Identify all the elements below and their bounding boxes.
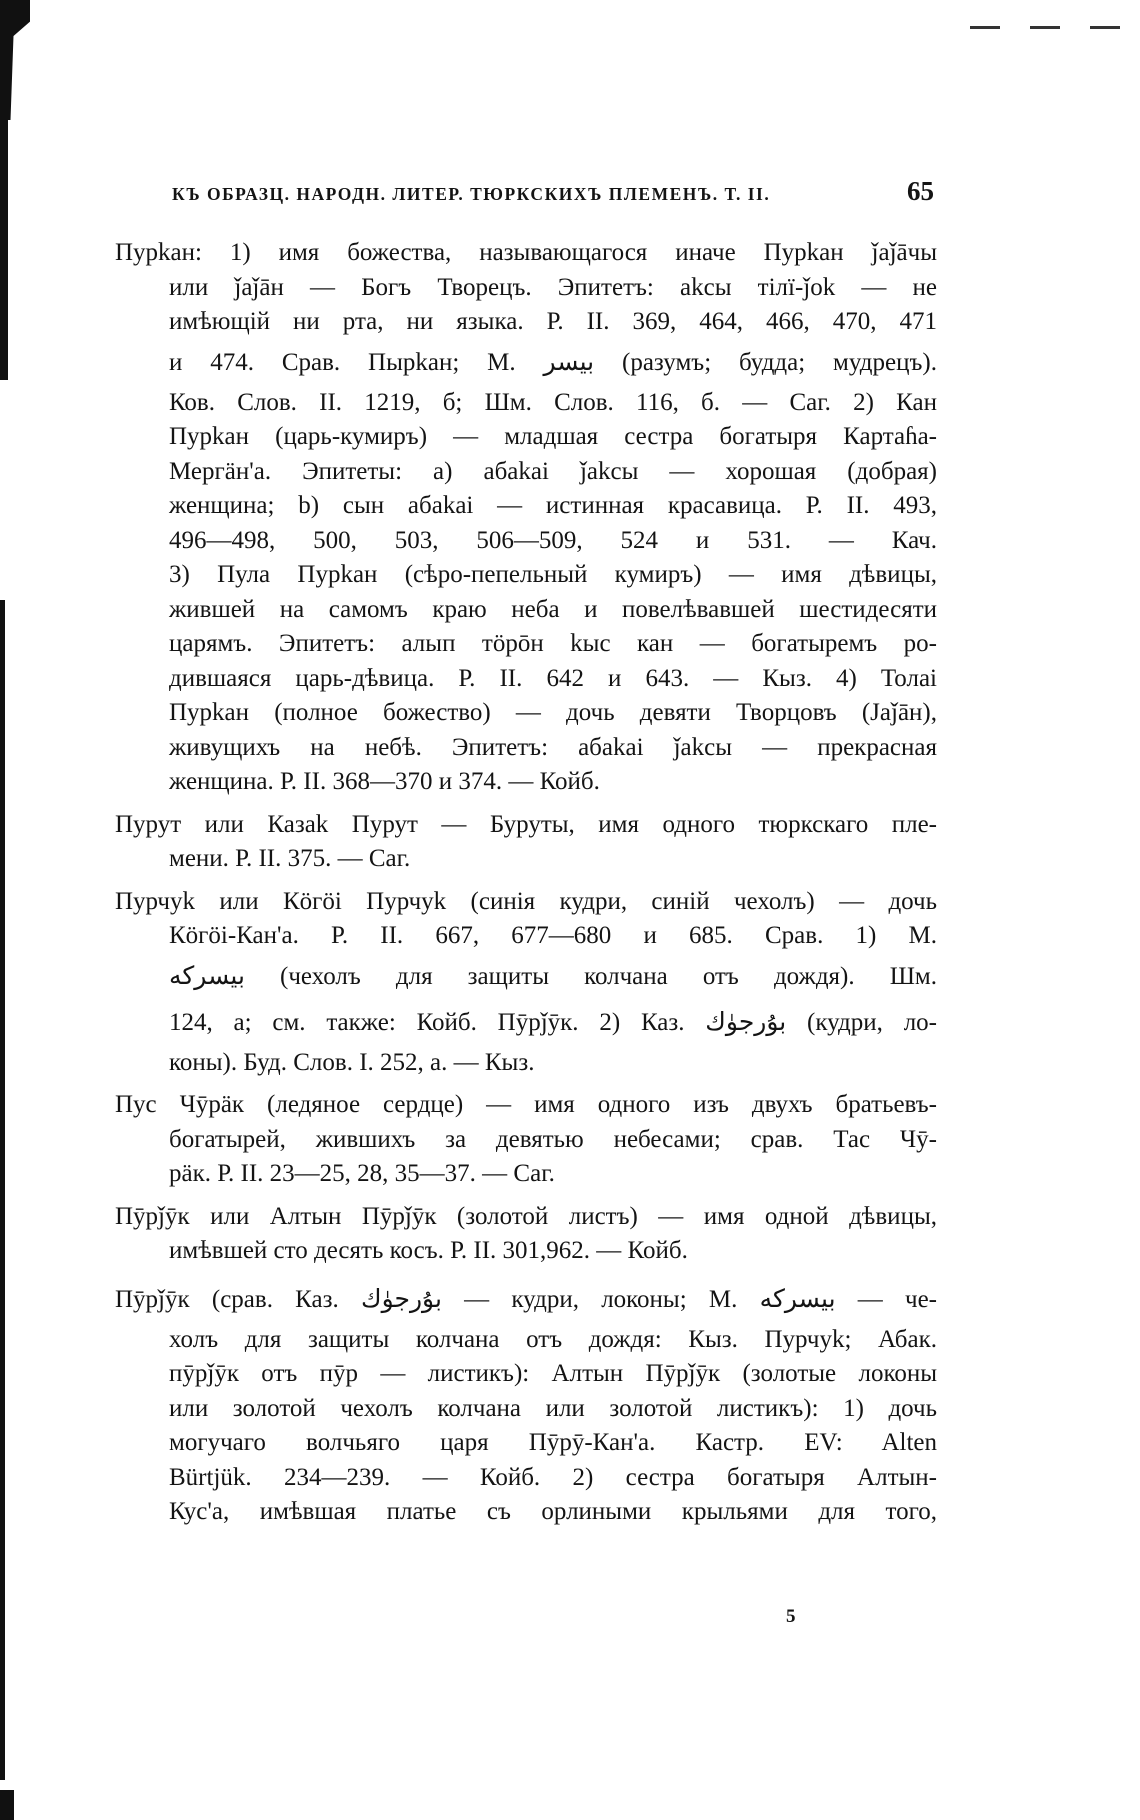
entry-line: живущихъ на небѣ. Эпитетъ: абаkаі ǰаkсы — прекрасная xyxy=(169,733,937,761)
entry-line: Bürtjük. 234—239. — Койб. 2) сестра богатыря Алтын- xyxy=(169,1463,937,1491)
entry-line: Пурут или Казаk Пурут — Буруты, имя одного тюркскаго пле- xyxy=(115,810,937,838)
entry-line: и 474. Срав. Пырkан; М. ﺑﻴﺴﺮ (разумъ; будда; мудрецъ). xyxy=(169,348,937,376)
printer-signature: 5 xyxy=(786,1606,796,1627)
page-number: 65 xyxy=(907,176,934,206)
entry-line: жившей на самомъ краю неба и повелѣвавшей шестидесяти xyxy=(169,595,937,623)
entry-line: 124, а; см. также: Койб. Пӯрǰӯк. 2) Каз. ﺑﯘﺭﺟﯜﻙ (кудри, ло- xyxy=(169,1008,937,1036)
entry-line: Пурkан (царь-кумиръ) — младшая сестра богатыря Картаɦа- xyxy=(169,423,937,450)
scan-edge-mark xyxy=(0,1790,14,1820)
entry-line: богатырей, жившихъ за девятью небесами; срав. Тас Чӯ- xyxy=(169,1125,937,1153)
entry-line: Мергäн'а. Эпитеты: а) абаkаі ǰаkсы — хорошая (добрая) xyxy=(169,457,937,485)
scan-edge-mark xyxy=(0,120,8,380)
running-head xyxy=(172,176,934,206)
dictionary-entry-pus-churak xyxy=(115,1088,937,1192)
entry-line: могучаго волчьяго царя Пӯрӯ-Кан'а. Кастр. EV: Alten xyxy=(169,1429,937,1456)
running-title: КЪ ОБРАЗЦ. НАРОДН. ЛИТЕР. ТЮРКСКИХЪ ПЛЕМЕНЪ. Т. II. xyxy=(172,184,771,204)
scan-edge-dash xyxy=(970,26,1140,29)
entry-line: 3) Пула Пурkан (сѣро-пепельный кумиръ) — имя дѣвицы, xyxy=(169,561,937,588)
entry-line: Кус'а, имѣвшая платье съ орлиными крыльями для того, xyxy=(169,1498,937,1525)
entry-line: Пурkан (полное божество) — дочь девяти Творцовъ (Јаǰāн), xyxy=(169,699,937,726)
dictionary-entry-purjuk-leaf xyxy=(115,1200,937,1269)
entry-line: 496—498, 500, 503, 506—509, 524 и 531. — Кач. xyxy=(169,526,937,554)
entry-line: имѣющій ни рта, ни языка. Р. II. 369, 464, 466, 470, 471 xyxy=(169,308,937,335)
dictionary-entry-purut xyxy=(115,808,937,877)
scan-edge-mark xyxy=(0,600,5,1780)
dictionary-body xyxy=(115,236,937,1538)
scan-edge-mark xyxy=(0,0,30,120)
dictionary-entry-purjuk-curls xyxy=(115,1277,937,1530)
entry-line: или ǰаǰāн — Богъ Творецъ. Эпитетъ: аkсы тiлï-ǰоk — не xyxy=(169,273,937,301)
entry-line: холъ для защиты колчана отъ дождя: Кыз. Пурчуk; Абак. xyxy=(169,1325,937,1353)
entry-line: коны). Буд. Слов. I. 252, а. — Кыз. xyxy=(169,1048,535,1076)
entry-line: мени. Р. II. 375. — Саг. xyxy=(169,845,411,872)
entry-line: или золотой чехолъ колчана или золотой листикъ): 1) дочь xyxy=(169,1394,937,1422)
entry-line: ﺑﻴﺴﺮﻛﻪ (чехолъ для защиты колчана отъ дождя). Шм. xyxy=(169,962,937,990)
dictionary-entry-purchuk xyxy=(115,885,937,1081)
entry-line: женщина. Р. II. 368—370 и 374. — Койб. xyxy=(169,768,600,795)
entry-line: Пӯрǰӯк или Алтын Пӯрǰӯк (золотой листъ) — имя одной дѣвицы, xyxy=(115,1202,937,1230)
entry-line: Пус Чӯрäк (ледяное сердце) — имя одного изъ двухъ братьевъ- xyxy=(115,1091,937,1118)
dictionary-entry-purkan xyxy=(115,236,937,800)
entry-line: рäк. Р. II. 23—25, 28, 35—37. — Саг. xyxy=(169,1160,555,1187)
entry-line: Пурkан: 1) имя божества, называющагося иначе Пурkан ǰаǰāчы xyxy=(115,239,937,266)
entry-line: пӯрǰӯк отъ пӯр — листикъ): Алтын Пӯрǰӯк (золотые локоны xyxy=(169,1360,937,1387)
entry-line: имѣвшей сто десять косъ. Р. II. 301,962. — Койб. xyxy=(169,1237,688,1264)
entry-line: Пурчуk или Кöгöі Пурчуk (синія кудри, синій чехолъ) — дочь xyxy=(115,887,937,915)
entry-line: Пӯрǰӯк (срав. Каз. ﺑﯘﺭﺟﯜﻙ — кудри, локоны; М. ﺑﻴﺴﺮﻛﻪ — че- xyxy=(115,1285,937,1313)
entry-line: Кöгöі-Кан'а. Р. II. 667, 677—680 и 685. Срав. 1) М. xyxy=(169,922,937,949)
entry-line: Ков. Слов. II. 1219, б; Шм. Слов. 116, б. — Саг. 2) Кан xyxy=(169,388,937,416)
entry-line: женщина; b) сын абаkаі — истинная красавица. Р. II. 493, xyxy=(169,492,937,519)
entry-line: дившаяся царь-дѣвица. Р. II. 642 и 643. — Кыз. 4) Толаі xyxy=(169,664,937,692)
entry-line: царямъ. Эпитетъ: алып тöрōн kыс кан — богатыремъ ро- xyxy=(169,630,937,657)
